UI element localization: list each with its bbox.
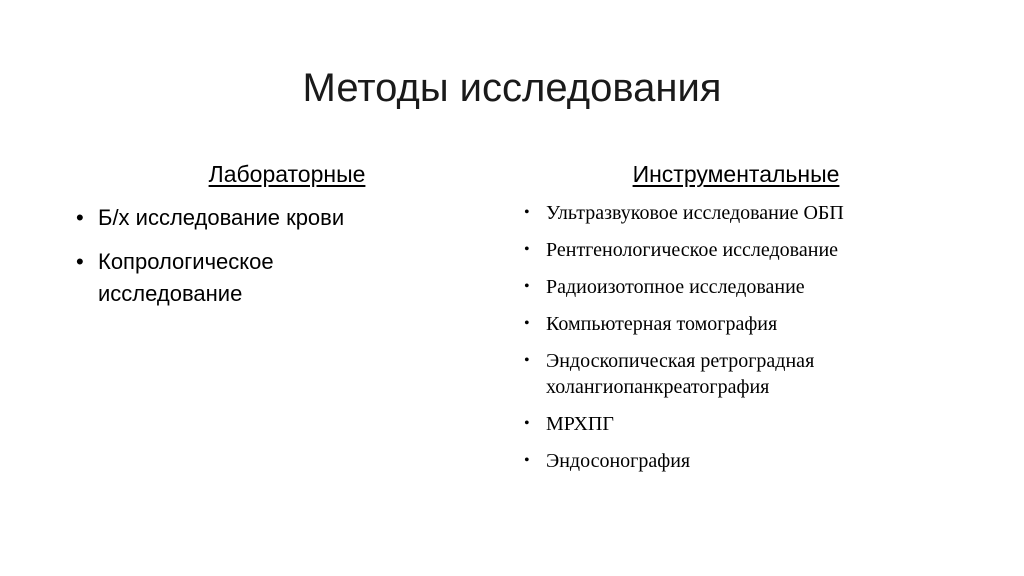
list-item — [516, 311, 956, 337]
instrumental-column — [516, 158, 956, 485]
instrumental-list — [516, 200, 956, 474]
list-item — [516, 200, 956, 226]
list-item-text: Компьютерная томография — [546, 313, 778, 335]
list-item — [516, 411, 956, 437]
list-item-text: Копрологическое исследование — [98, 249, 274, 306]
bullet-icon: • — [76, 205, 84, 230]
list-item-text: Б/х исследование крови — [98, 205, 345, 230]
laboratory-column — [74, 158, 454, 322]
instrumental-heading: Инструментальные — [632, 161, 840, 187]
list-item-text: Эндосонография — [546, 450, 691, 472]
bullet-icon: • — [524, 241, 530, 258]
list-item — [74, 246, 338, 310]
laboratory-list — [74, 202, 454, 310]
list-item-text: Эндоскопическая ретроградная холангиопанкреатография — [546, 350, 815, 398]
list-item — [516, 237, 956, 263]
bullet-icon: • — [76, 249, 84, 274]
list-item-text: Радиоизотопное исследование — [546, 276, 805, 298]
bullet-icon: • — [524, 278, 530, 295]
list-item-text: Рентгенологическое исследование — [546, 239, 839, 261]
list-item-text: Ультразвуковое исследование ОБП — [546, 202, 844, 224]
slide-title: Методы исследования — [302, 66, 722, 110]
bullet-icon: • — [524, 415, 530, 432]
bullet-icon: • — [524, 452, 530, 469]
laboratory-heading: Лабораторные — [208, 161, 366, 187]
list-item — [516, 274, 956, 300]
list-item — [516, 348, 926, 400]
list-item-text: МРХПГ — [546, 413, 614, 435]
bullet-icon: • — [524, 204, 530, 221]
list-item — [74, 202, 454, 234]
bullet-icon: • — [524, 352, 530, 369]
bullet-icon: • — [524, 315, 530, 332]
list-item — [516, 448, 956, 474]
